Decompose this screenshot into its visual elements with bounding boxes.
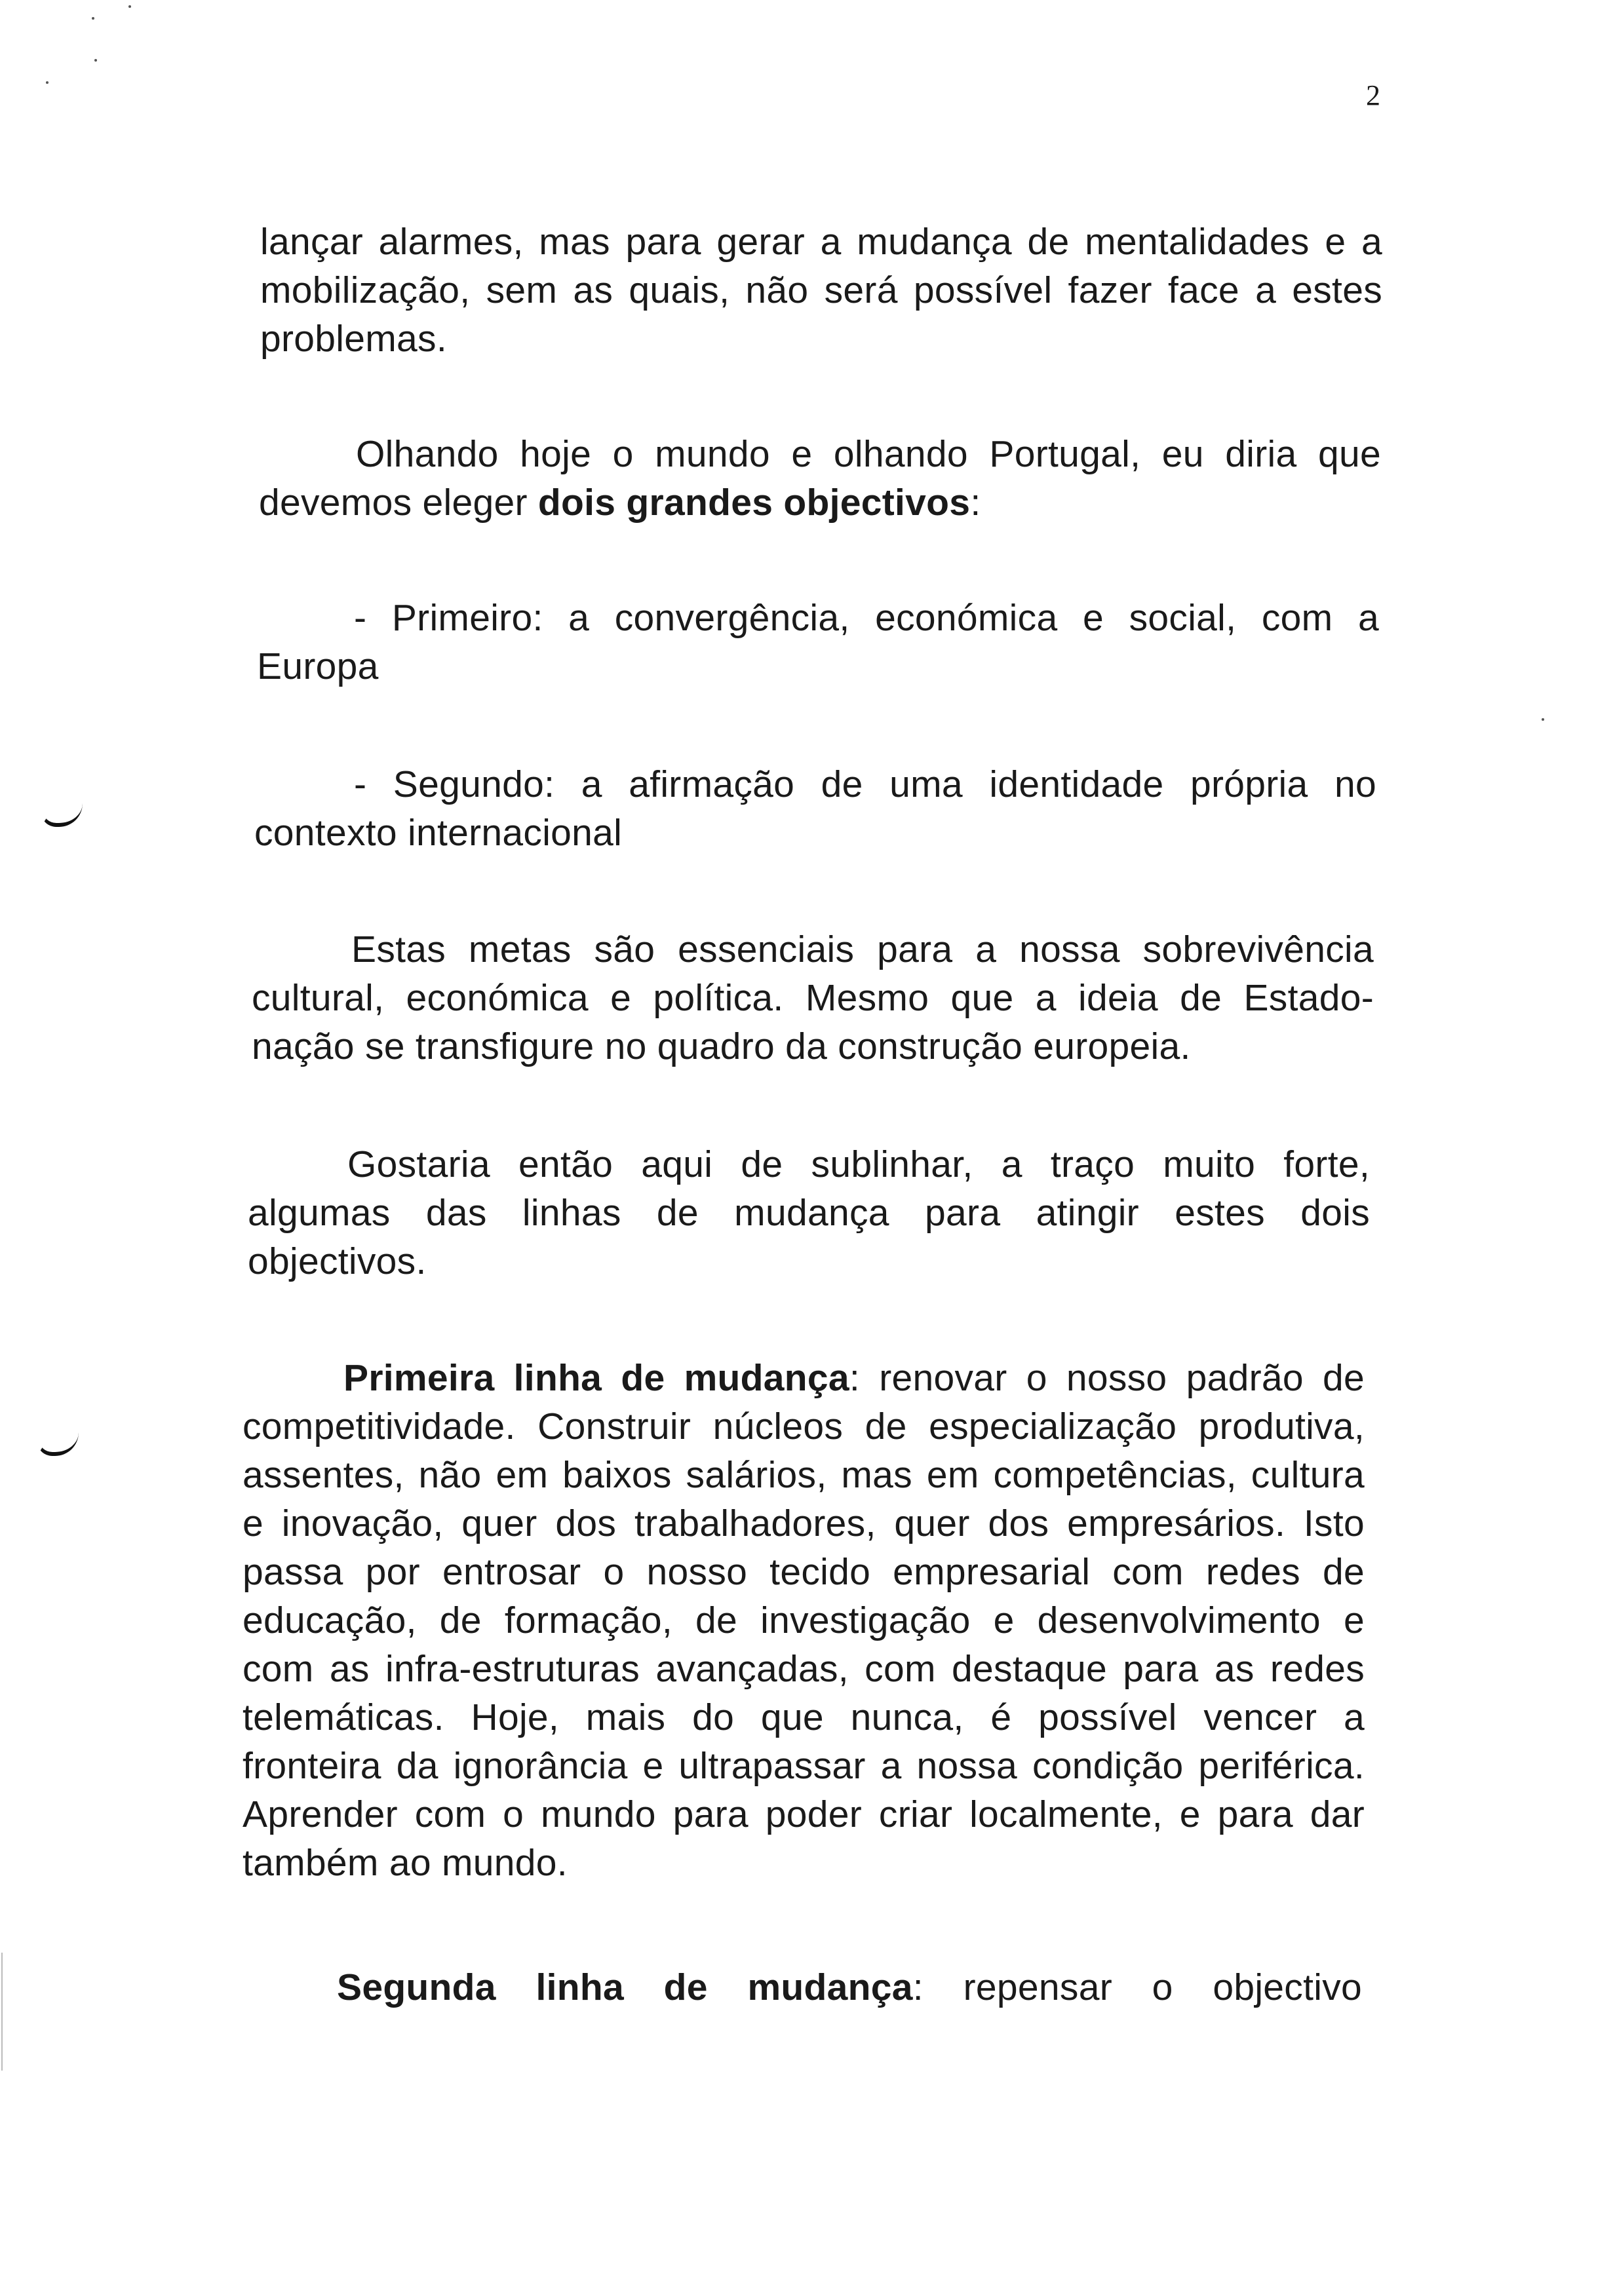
paragraph xyxy=(248,1140,1370,1286)
paragraph xyxy=(252,925,1374,1071)
text-line: - Segundo: a afirmação de uma identidade própria no xyxy=(354,763,1376,805)
text-line: lançar alarmes, mas para gerar a mudança de mentalidades e a xyxy=(260,221,1382,263)
list-item xyxy=(257,594,1379,691)
scan-speck xyxy=(46,81,49,84)
bold-phrase: Primeira linha de mudança xyxy=(343,1357,849,1399)
text-line: Gostaria então aqui de sublinhar, a traço muito forte, xyxy=(347,1143,1370,1185)
text-line: algumas das linhas de mudança para atingir estes dois xyxy=(248,1192,1370,1234)
text-line: devemos eleger xyxy=(259,482,538,524)
scan-edge xyxy=(1,1953,3,2071)
text-line: educação, de formação, de investigação e desenvolvimento e xyxy=(243,1599,1365,1641)
text-line: objectivos. xyxy=(248,1240,427,1282)
bold-phrase: Segunda linha de mudança xyxy=(337,1966,913,2008)
text-line: cultural, económica e política. Mesmo que a ideia de Estado- xyxy=(252,977,1374,1019)
text-line: - Primeiro: a convergência, económica e social, com a xyxy=(354,597,1379,639)
margin-mark xyxy=(37,1432,79,1456)
scan-speck xyxy=(1542,718,1544,721)
text-line: assentes, não em baixos salários, mas em competências, cultura xyxy=(243,1454,1365,1496)
margin-mark xyxy=(41,803,83,827)
text-line: com as infra-estruturas avançadas, com destaque para as redes xyxy=(243,1648,1365,1690)
text-line: mobilização, sem as quais, não será possível fazer face a estes xyxy=(260,269,1382,311)
text-line: Aprender com o mundo para poder criar localmente, e para dar xyxy=(243,1793,1365,1835)
text-line: Estas metas são essenciais para a nossa sobrevivência xyxy=(351,928,1374,970)
text-line: passa por entrosar o nosso tecido empresarial com redes de xyxy=(243,1551,1365,1593)
page-number: 2 xyxy=(1366,79,1380,111)
paragraph: Olhando hoje o mundo e olhando Portugal, eu diria que devemos eleger dois grandes objectivos: xyxy=(259,433,1381,524)
bold-phrase: dois grandes objectivos xyxy=(537,482,971,524)
text-line: problemas. xyxy=(260,318,447,360)
scan-speck xyxy=(92,17,94,20)
scan-speck xyxy=(128,5,131,8)
paragraph: Primeira linha de mudança: renovar o nosso padrão de competitividade. Construir núcleos de especialização produtiva, assentes, não em baixos salários, mas em competências, cultura e inovação, quer dos trabalhadores, quer dos empresários. Isto passa por entrosar o nosso tecido empresarial com redes de educação, de formação, de investigação e desenvolvimento e com as infra-estruturas avançadas, com destaque para as redes telemáticas. Hoje, mais do que nunca, é possível vencer a fronteira da ignorância e ultrapassar a nossa condição periférica. Aprender com o mundo para poder criar localmente, e para dar também ao mundo. xyxy=(243,1354,1365,1887)
text-line: Europa xyxy=(257,645,379,687)
text-line: nação se transfigure no quadro da construção europeia. xyxy=(252,1025,1191,1067)
text-line: competitividade. Construir núcleos de especialização produtiva, xyxy=(243,1406,1365,1447)
paragraph: Segunda linha de mudança: repensar o objectivo xyxy=(337,1966,1362,2008)
text-line: contexto internacional xyxy=(254,812,623,854)
list-item xyxy=(254,760,1376,857)
paragraph xyxy=(260,218,1382,363)
text-line: e inovação, quer dos trabalhadores, quer dos empresários. Isto xyxy=(243,1502,1365,1544)
text-line: telemáticas. Hoje, mais do que nunca, é possível vencer a xyxy=(243,1696,1365,1738)
text-line: fronteira da ignorância e ultrapassar a nossa condição periférica. xyxy=(243,1745,1365,1787)
scan-speck xyxy=(94,59,97,62)
text-line: Olhando hoje o mundo e olhando Portugal, eu diria que xyxy=(356,433,1381,475)
text-line: também ao mundo. xyxy=(243,1842,568,1884)
